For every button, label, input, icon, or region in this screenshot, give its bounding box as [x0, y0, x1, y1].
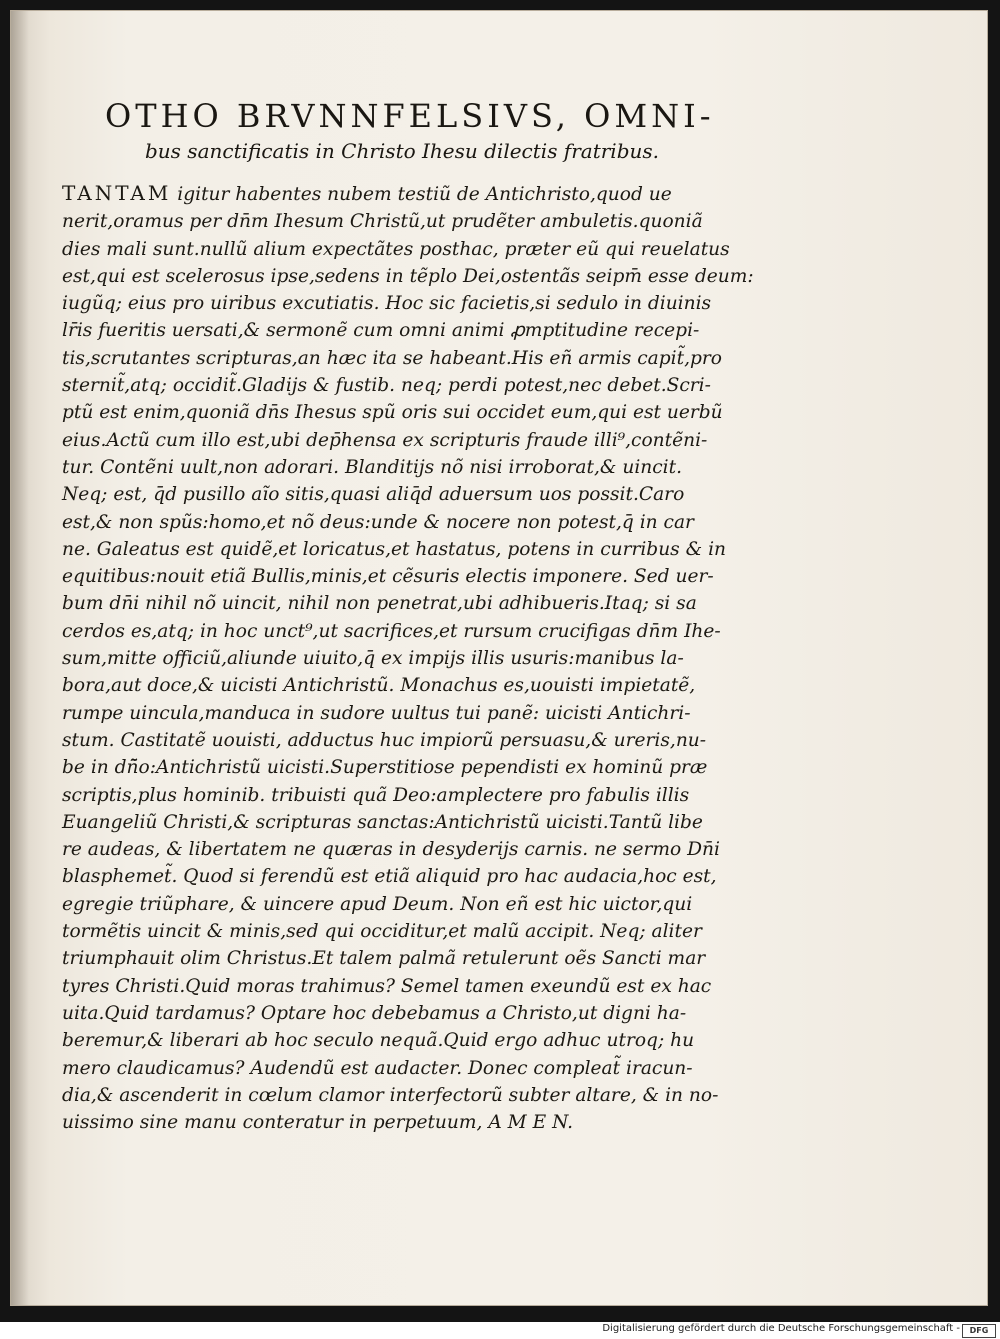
text-line: triumphauit olim Christus.Et talem palmã retulerunt oẽs Sancti mar [62, 948, 706, 970]
text-line: stum. Castitatẽ uouisti, adductus huc impiorũ persuasu,& ureris,nu- [62, 729, 707, 751]
heading-subtitle: bus sanctificatis in Christo Ihesu dilectis fratribus. [145, 139, 659, 163]
text-line: be in dñ̄o:Antichristũ uicisti.Superstitiose pependisti ex hominũ præ [62, 757, 708, 779]
text-line: dia,& ascenderit in cœlum clamor interfectorũ subter altare, & in no- [62, 1084, 719, 1106]
text-line: est,qui est scelerosus ipse,sedens in tẽplo Dei,ostentãs seipm̄ esse deum: [62, 265, 754, 287]
funding-credit: Digitalisierung gefördert durch die Deutsche Forschungsgemeinschaft - [602, 1323, 960, 1334]
page-heading [105, 96, 715, 166]
text-line: re audeas, & libertatem ne quæras in desyderijs carnis. ne sermo Dn̄i [62, 839, 720, 861]
text-line: cerdos es,atq; in hoc unct⁹,ut sacrifices,et rursum crucifigas dn̄m Ihe- [62, 620, 721, 642]
dfg-logo: DFG [962, 1324, 996, 1338]
text-line: sum,mitte officiũ,aliunde uiuito,q̄ ex impijs illis usuris:manibus la- [62, 648, 684, 670]
text-line: iugũq; eius pro uiribus excutiatis. Hoc sic facietis,si sedulo in diuinis [62, 293, 712, 315]
text-line: tormẽtis uincit & minis,sed qui occiditur,et malũ accipit. Neq; aliter [62, 921, 702, 943]
page-gutter-shadow [11, 11, 29, 1305]
text-line: est,& non spũs:homo,et nõ deus:unde & nocere non potest,q̄ in car [62, 511, 694, 533]
heading-title: OTHO BRVNNFELSIVS, OMNI- [105, 97, 715, 135]
text-line: bum dn̄i nihil nõ uincit, nihil non penetrat,ubi adhibueris.Itaq; si sa [62, 593, 697, 615]
text-line: uissimo sine manu conteratur in perpetuum, A M E N. [62, 1112, 574, 1134]
text-line: nerit,oramus per dn̄m Ihesum Christũ,ut prudẽter ambuletis.quoniã [62, 211, 703, 233]
body-text [62, 180, 772, 1136]
text-line: sternit̃,atq; occidit̃.Gladijs & fustib. neq; perdi potest,nec debet.Scri- [62, 375, 711, 397]
text-line-rest: igitur habentes nubem testiũ de Antichristo,quod ue [171, 184, 672, 205]
text-line [62, 180, 772, 208]
text-line: beremur,& liberari ab hoc seculo nequã.Quid ergo adhuc utroq; hu [62, 1030, 695, 1052]
text-line: rumpe uincula,manduca in sudore uultus tui panẽ: uicisti Antichri- [62, 702, 691, 724]
text-line: Neq; est, q̄d pusillo aĩo sitis,quasi aliq̄d aduersum uos possit.Caro [62, 484, 685, 506]
text-line: Euangeliũ Christi,& scripturas sanctas:Antichristũ uicisti.Tantũ libe [62, 811, 703, 833]
text-line: ptũ est enim,quoniã dn̄s Ihesus spũ oris sui occidet eum,qui est uerbũ [62, 402, 723, 424]
text-line: equitibus:nouit etiã Bullis,minis,et cẽsuris electis imponere. Sed uer- [62, 566, 714, 588]
text-line: tis,scrutantes scripturas,an hæc ita se habeant.His eñ armis capit̃,pro [62, 347, 722, 369]
text-line: mero claudicamus? Audendũ est audacter. Donec compleat̃ iracun- [62, 1057, 693, 1079]
text-line: tyres Christi.Quid moras trahimus? Semel tamen exeundũ est ex hac [62, 975, 712, 997]
text-line: dies mali sunt.nullũ alium expectãtes posthac, præter eũ qui reuelatus [62, 238, 730, 260]
text-line: ne. Galeatus est quidẽ,et loricatus,et hastatus, potens in curribus & in [62, 538, 727, 560]
text-line: eius.Actũ cum illo est,ubi dep̄hensa ex scripturis fraude illi⁹,contẽni- [62, 429, 708, 451]
text-line: uita.Quid tardamus? Optare hoc debebamus a Christo,ut digni ha- [62, 1002, 687, 1024]
text-line: scriptis,plus hominib. tribuisti quã Deo:amplectere pro fabulis illis [62, 784, 690, 806]
text-line: bora,aut doce,& uicisti Antichristũ. Monachus es,uouisti impietatẽ, [62, 675, 696, 697]
text-line: blasphemet̃. Quod si ferendũ est etiã aliquid pro hac audacia,hoc est, [62, 866, 717, 888]
text-line: egregie triũphare, & uincere apud Deum. Non eñ est hic uictor,qui [62, 893, 693, 915]
text-line: tur. Contẽni uult,non adorari. Blanditijs nõ nisi irroborat,& uincit. [62, 456, 682, 478]
opening-word: TANTAM [62, 181, 172, 205]
text-line: lr̄is fueritis uersati,& sermonẽ cum omni animi ꝓmptitudine recepi- [62, 320, 700, 342]
